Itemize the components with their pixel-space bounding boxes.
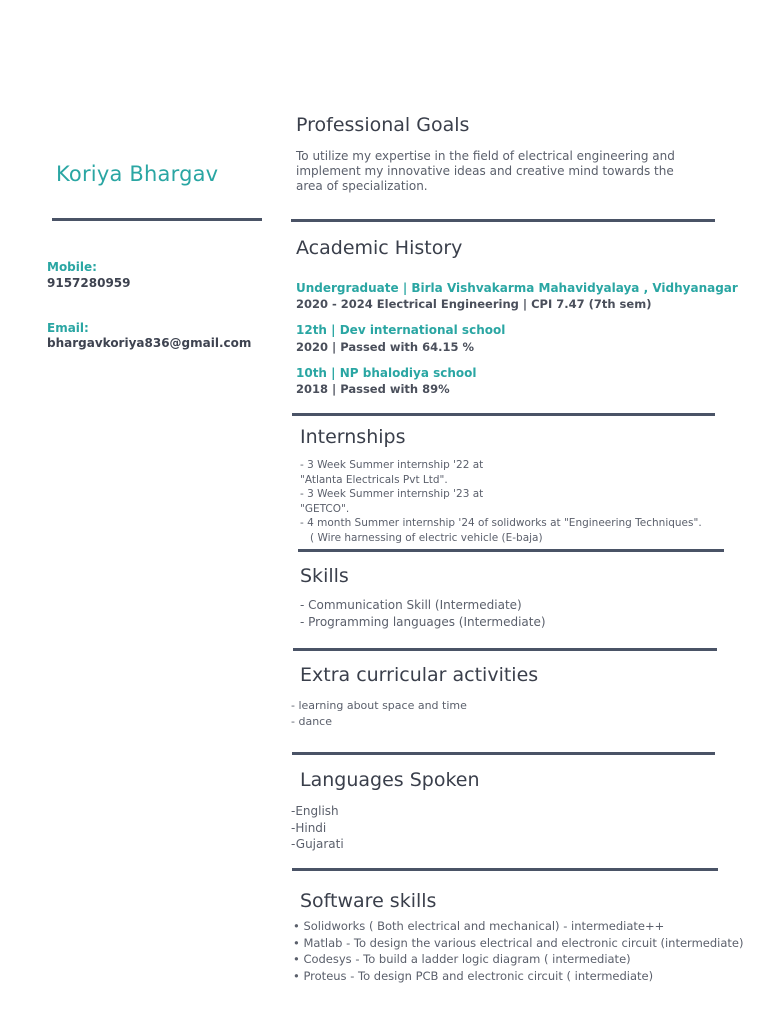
goals-text xyxy=(296,149,716,194)
language-item: -English xyxy=(291,804,339,818)
mobile-number: 9157280959 xyxy=(47,276,131,290)
academic-detail: 2020 | Passed with 64.15 % xyxy=(296,340,474,354)
internship-line: ( Wire harnessing of electric vehicle (E-baja) xyxy=(300,531,543,544)
mobile-label: Mobile: xyxy=(47,260,97,274)
software-item: • Codesys - To build a ladder logic diagram ( intermediate) xyxy=(293,952,631,966)
software-list xyxy=(293,918,743,984)
academic-detail: 2018 | Passed with 89% xyxy=(296,382,450,396)
section-title-goals: Professional Goals xyxy=(296,114,470,136)
divider-skills xyxy=(293,648,717,651)
divider-extra xyxy=(292,752,715,755)
email-address: bhargavkoriya836@gmail.com xyxy=(47,336,252,350)
academic-heading: 10th | NP bhalodiya school xyxy=(296,366,477,380)
academic-heading: 12th | Dev international school xyxy=(296,323,506,337)
section-title-academic: Academic History xyxy=(296,237,463,259)
skill-item: - Programming languages (Intermediate) xyxy=(300,614,546,629)
internship-line: "GETCO". xyxy=(300,502,350,515)
goals-line: To utilize my expertise in the field of electrical engineering and xyxy=(296,149,675,163)
goals-line: area of specialization. xyxy=(296,179,428,193)
divider-internships xyxy=(298,549,724,552)
internship-line: "Atlanta Electricals Pvt Ltd". xyxy=(300,473,448,486)
internship-line: - 3 Week Summer internship '23 at xyxy=(300,488,484,501)
languages-list xyxy=(291,803,344,853)
candidate-name: Koriya Bhargav xyxy=(56,162,219,186)
academic-heading: Undergraduate | Birla Vishvakarma Mahavidyalaya , Vidhyanagar xyxy=(296,281,738,295)
section-title-internships: Internships xyxy=(300,426,406,448)
language-item: -Hindi xyxy=(291,820,327,835)
software-item: • Matlab - To design the various electrical and electronic circuit (intermediate) xyxy=(293,935,744,950)
academic-detail: 2020 - 2024 Electrical Engineering | CPI 7.47 (7th sem) xyxy=(296,297,652,311)
extra-list xyxy=(291,698,467,729)
internships-text xyxy=(300,458,720,546)
email-label: Email: xyxy=(47,321,89,335)
software-item: • Proteus - To design PCB and electronic circuit ( intermediate) xyxy=(293,968,654,983)
extra-item: - learning about space and time xyxy=(291,699,467,712)
skills-list xyxy=(300,597,546,630)
section-title-software: Software skills xyxy=(300,890,437,912)
internship-line: - 4 month Summer internship '24 of solidworks at "Engineering Techniques". xyxy=(300,517,702,530)
section-title-languages: Languages Spoken xyxy=(300,769,480,791)
extra-item: - dance xyxy=(291,714,332,728)
divider-academic xyxy=(292,413,715,416)
goals-line: implement my innovative ideas and creative mind towards the xyxy=(296,164,674,178)
section-title-extra: Extra curricular activities xyxy=(300,664,539,686)
divider-languages xyxy=(292,868,718,871)
section-title-skills: Skills xyxy=(300,565,349,587)
language-item: -Gujarati xyxy=(291,837,344,851)
divider-goals xyxy=(291,219,715,222)
internship-line: - 3 Week Summer internship '22 at xyxy=(300,459,484,471)
skill-item: - Communication Skill (Intermediate) xyxy=(300,598,522,612)
left-divider xyxy=(52,218,262,221)
software-item: • Solidworks ( Both electrical and mechanical) - intermediate++ xyxy=(293,919,665,933)
